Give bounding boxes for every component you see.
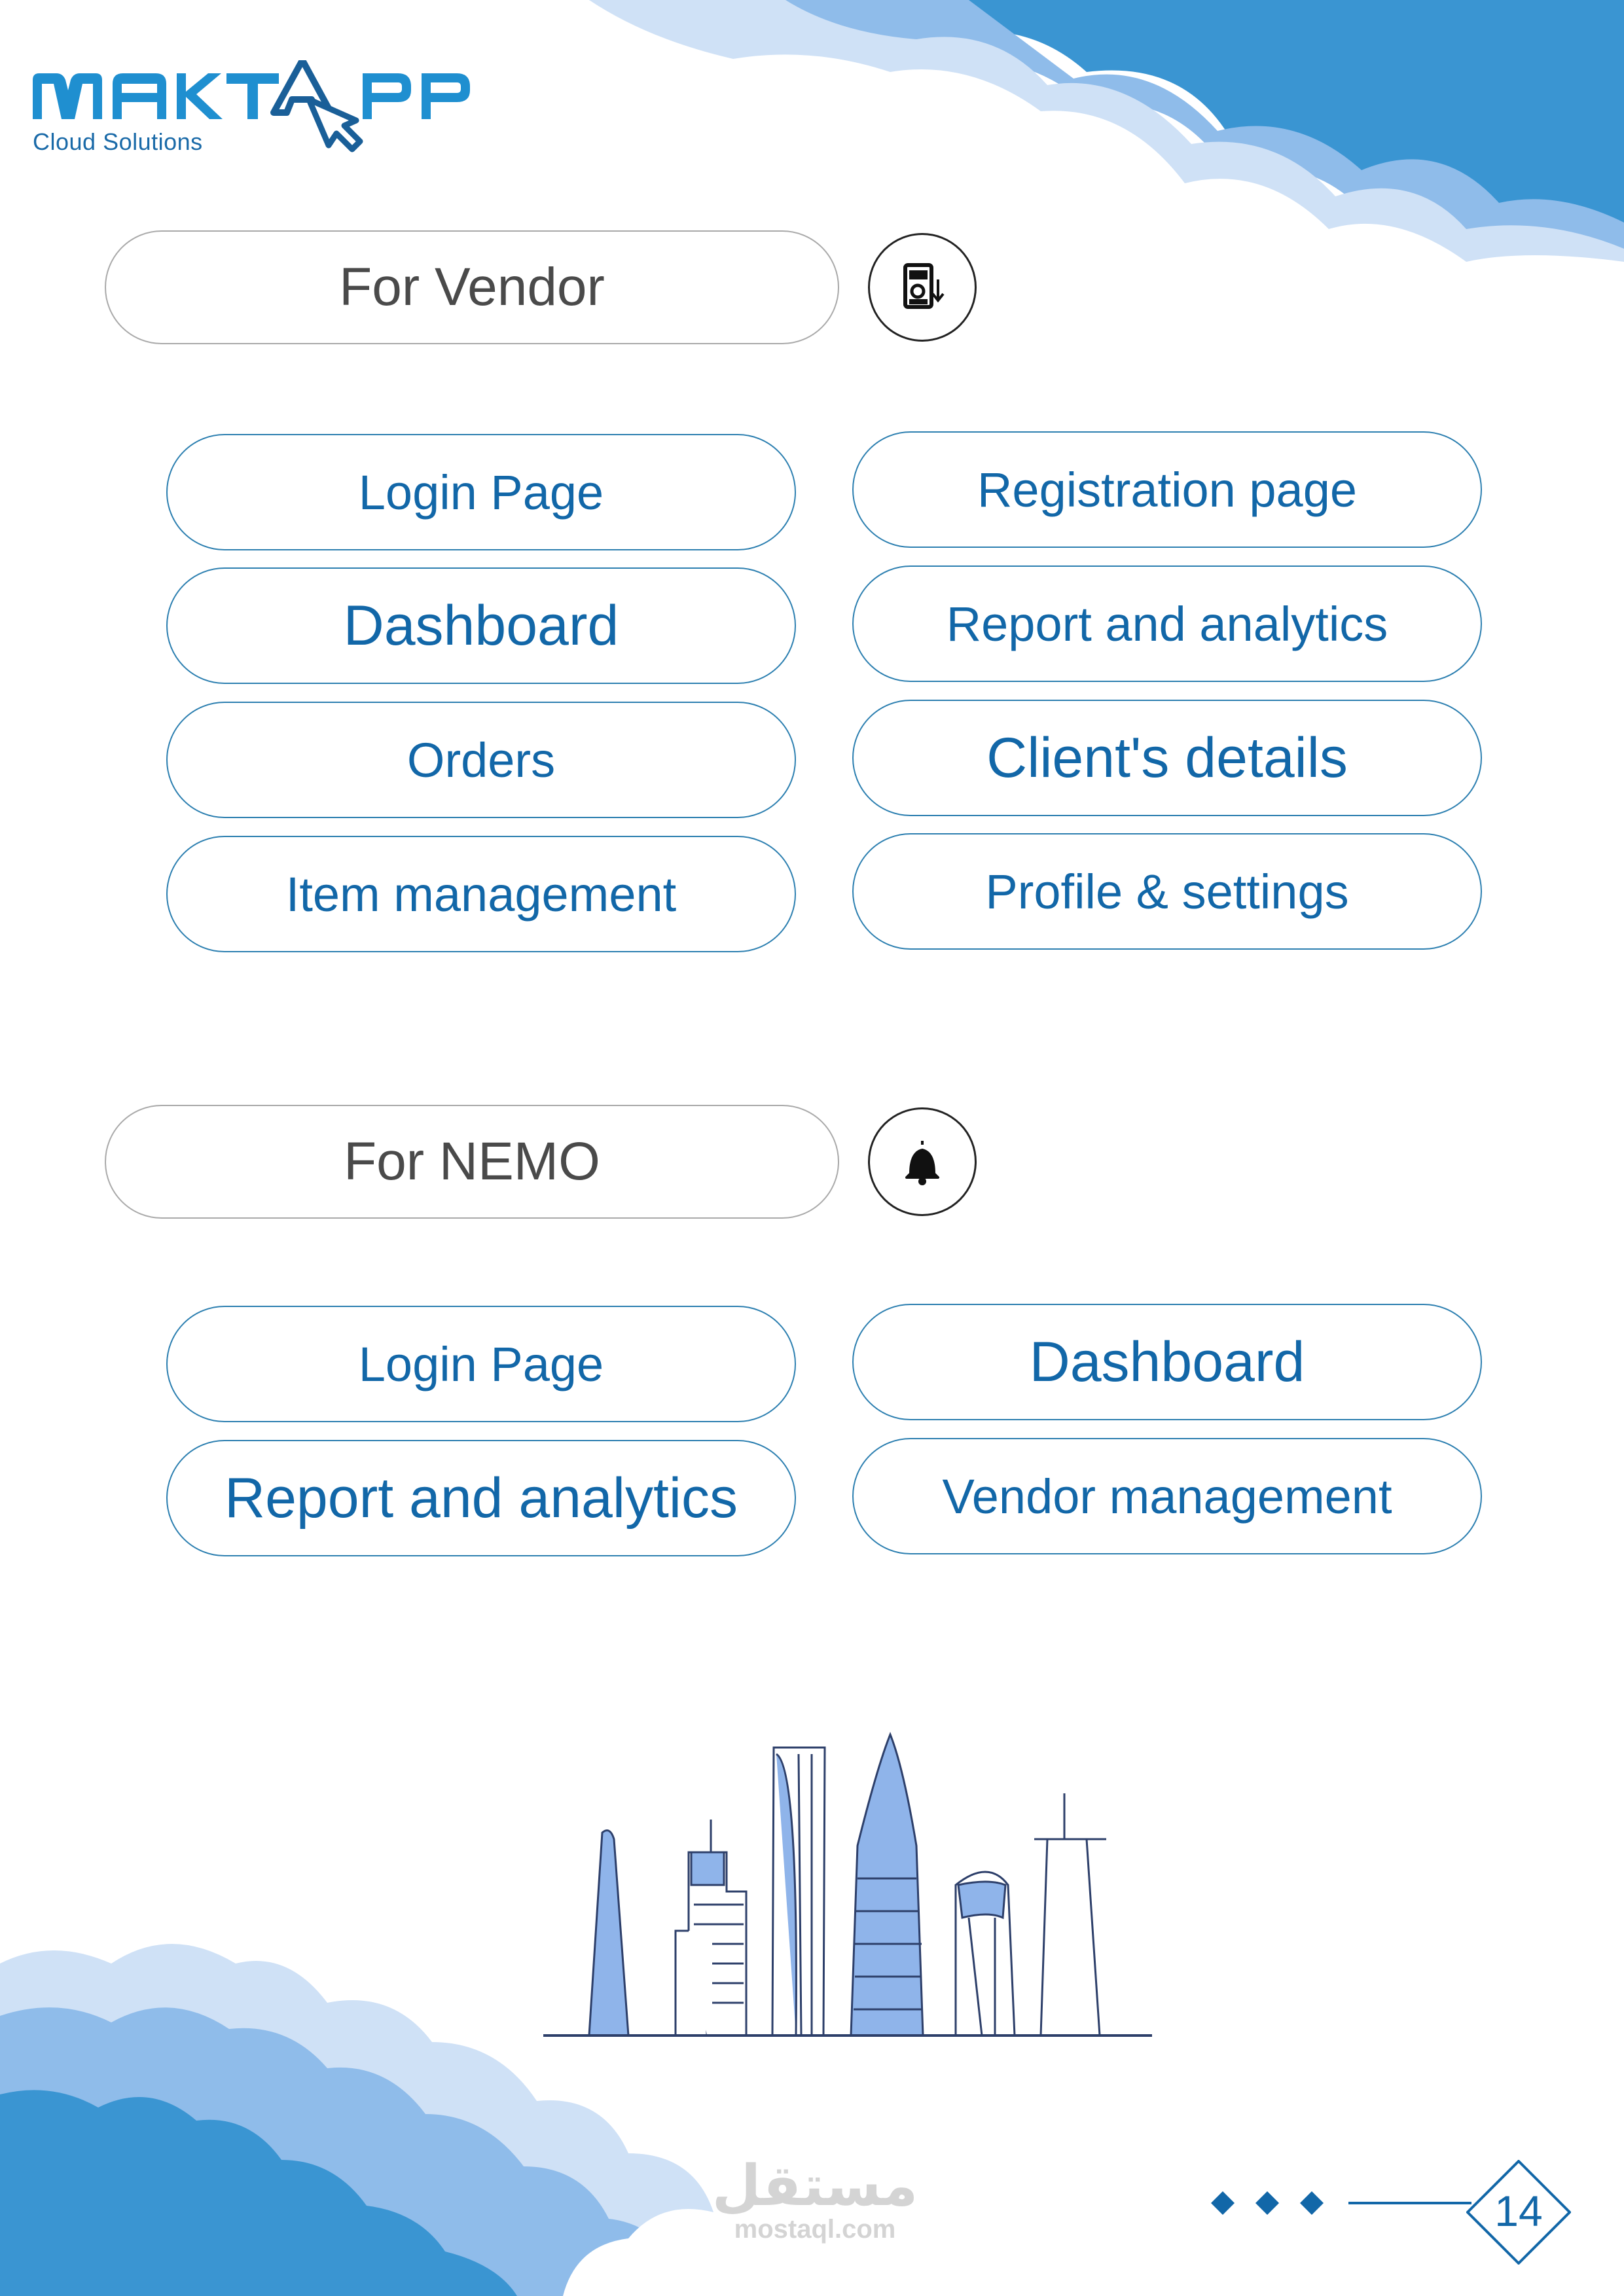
nemo-item-vendor-management[interactable]: Vendor management — [852, 1438, 1482, 1554]
vendor-item-registration-page[interactable]: Registration page — [852, 431, 1482, 548]
vendor-item-clients-details[interactable]: Client's details — [852, 700, 1482, 816]
city-skyline-illustration — [537, 1728, 1159, 2042]
watermark-arabic: مستقل — [712, 2153, 918, 2219]
vendor-item-item-management[interactable]: Item management — [166, 836, 796, 952]
section-title-nemo: For NEMO — [105, 1105, 839, 1219]
vendor-item-login-page[interactable]: Login Page — [166, 434, 796, 550]
nemo-item-login-page[interactable]: Login Page — [166, 1306, 796, 1422]
vendor-item-dashboard[interactable]: Dashboard — [166, 567, 796, 684]
section-title-vendor: For Vendor — [105, 230, 839, 344]
watermark-latin: mostaql.com — [734, 2215, 896, 2244]
nemo-item-dashboard[interactable]: Dashboard — [852, 1304, 1482, 1420]
page-number: 14 — [1494, 2187, 1543, 2235]
bell-icon — [868, 1107, 977, 1216]
vendor-device-icon — [868, 233, 977, 342]
vendor-item-orders[interactable]: Orders — [166, 702, 796, 818]
nemo-item-report-analytics[interactable]: Report and analytics — [166, 1440, 796, 1556]
vendor-item-report-analytics[interactable]: Report and analytics — [852, 565, 1482, 682]
vendor-item-profile-settings[interactable]: Profile & settings — [852, 833, 1482, 950]
brand-tagline: Cloud Solutions — [33, 128, 203, 155]
